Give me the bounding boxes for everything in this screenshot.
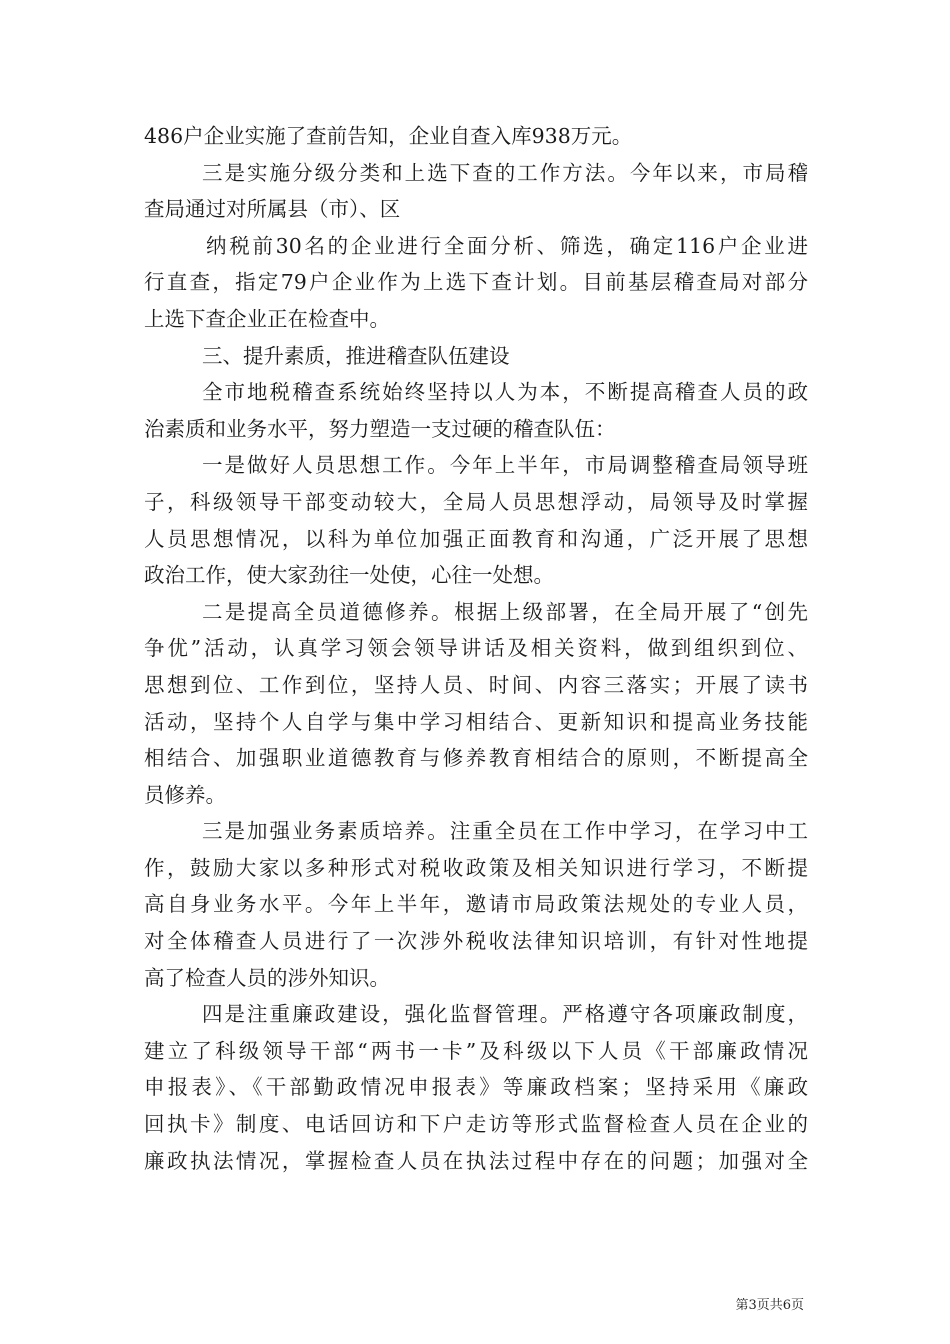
text-line: 廉政执法情况，掌握检查人员在执法过程中存在的问题；加强对全 [144,1148,808,1173]
text-line: 建立了科级领导干部“两书一卡”及科级以下人员《干部廉政情况 [144,1038,808,1063]
text-line: 上选下查企业正在检查中。 [144,306,390,331]
text-line: 高自身业务水平。今年上半年，邀请市局政策法规处的专业人员， [144,892,808,917]
text-line: 作，鼓励大家以多种形式对税收政策及相关知识进行学习，不断提 [144,855,808,880]
text-line: 纳税前30名的企业进行全面分析、筛选，确定116户企业进 [206,233,808,258]
text-line: 申报表》、《干部勤政情况申报表》等廉政档案；坚持采用《廉政 [144,1075,808,1100]
text-line: 全市地税稽查系统始终坚持以人为本，不断提高稽查人员的政 [202,380,808,405]
text-line: 四是注重廉政建设，强化监督管理。严格遵守各项廉政制度， [202,1002,808,1027]
text-line: 三、提升素质，推进稽查队伍建设 [202,343,510,368]
text-line: 争优”活动，认真学习领会领导讲话及相关资料，做到组织到位、 [144,636,808,661]
text-line: 相结合、加强职业道德教育与修养教育相结合的原则，不断提高全 [144,746,808,771]
text-line: 对全体稽查人员进行了一次涉外税收法律知识培训，有针对性地提 [144,929,808,954]
text-line: 三是加强业务素质培养。注重全员在工作中学习，在学习中工 [202,819,808,844]
body-text [144,118,808,1179]
text-line: 活动，坚持个人自学与集中学习相结合、更新知识和提高业务技能 [144,709,808,734]
text-line: 二是提高全员道德修养。根据上级部署，在全局开展了“创先 [202,599,808,624]
text-line: 子，科级领导干部变动较大，全局人员思想浮动，局领导及时掌握 [144,489,808,514]
text-line: 政治工作，使大家劲往一处使，心往一处想。 [144,563,554,588]
text-line: 查局通过对所属县（市）、区 [144,197,401,222]
text-line: 一是做好人员思想工作。今年上半年，市局调整稽查局领导班 [202,453,808,478]
text-line: 员修养。 [144,782,226,807]
page-number-footer: 第3页共6页 [735,1298,804,1313]
text-line: 三是实施分级分类和上选下查的工作方法。今年以来，市局稽 [202,160,808,185]
text-line: 回执卡》制度、电话回访和下户走访等形式监督检查人员在企业的 [144,1112,808,1137]
text-line: 高了检查人员的涉外知识。 [144,965,390,990]
text-line: 思想到位、工作到位，坚持人员、时间、内容三落实；开展了读书 [144,672,808,697]
text-line: 486户企业实施了查前告知，企业自查入库938万元。 [144,124,633,148]
text-line: 行直查，指定79户企业作为上选下查计划。目前基层稽查局对部分 [144,270,808,295]
text-line: 治素质和业务水平，努力塑造一支过硬的稽查队伍： [144,416,616,441]
text-line: 人员思想情况，以科为单位加强正面教育和沟通，广泛开展了思想 [144,526,808,551]
